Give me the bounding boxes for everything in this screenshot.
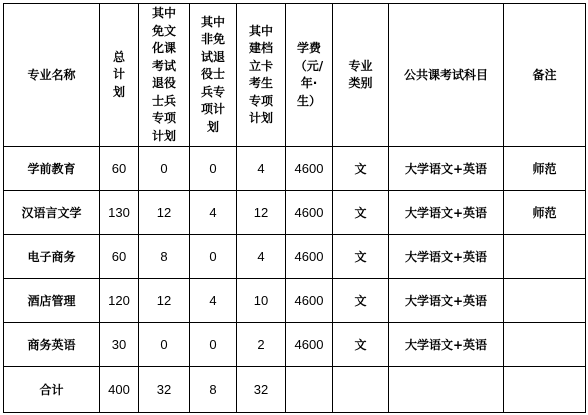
header-filing-card-plan: 其中 建档 立卡 考生 专项 计划 — [237, 4, 286, 147]
exam-subjects-cell — [389, 367, 504, 413]
filing-card-cell: 10 — [237, 279, 286, 323]
total-plan-cell: 130 — [100, 191, 139, 235]
tuition-fee-cell — [286, 367, 333, 413]
header-row — [4, 4, 586, 147]
header-tuition-fee: 学费 （元/ 年· 生） — [286, 4, 333, 147]
exam-subjects-cell: 大学语文+英语 — [389, 235, 504, 279]
total-plan-cell: 400 — [100, 367, 139, 413]
enrollment-plan-table — [3, 3, 586, 413]
non-exempt-cell: 0 — [190, 323, 237, 367]
tuition-fee-cell: 4600 — [286, 323, 333, 367]
total-plan-cell: 30 — [100, 323, 139, 367]
header-major-type: 专业 类别 — [333, 4, 389, 147]
notes-cell: 师范 — [504, 191, 586, 235]
tuition-fee-cell: 4600 — [286, 147, 333, 191]
major-name-cell: 电子商务 — [4, 235, 100, 279]
non-exempt-cell: 4 — [190, 279, 237, 323]
major-type-cell: 文 — [333, 235, 389, 279]
major-name-cell: 商务英语 — [4, 323, 100, 367]
notes-cell: 师范 — [504, 147, 586, 191]
exam-subjects-cell: 大学语文+英语 — [389, 279, 504, 323]
major-name-cell: 汉语言文学 — [4, 191, 100, 235]
non-exempt-cell: 8 — [190, 367, 237, 413]
tuition-fee-cell: 4600 — [286, 279, 333, 323]
total-plan-cell: 120 — [100, 279, 139, 323]
tuition-fee-cell: 4600 — [286, 235, 333, 279]
header-notes: 备注 — [504, 4, 586, 147]
exam-subjects-cell: 大学语文+英语 — [389, 323, 504, 367]
culture-exempt-cell: 32 — [139, 367, 190, 413]
header-major-name: 专业名称 — [4, 4, 100, 147]
exam-subjects-cell: 大学语文+英语 — [389, 147, 504, 191]
filing-card-cell: 32 — [237, 367, 286, 413]
filing-card-cell: 2 — [237, 323, 286, 367]
culture-exempt-cell: 8 — [139, 235, 190, 279]
table-row — [4, 323, 586, 367]
major-type-cell: 文 — [333, 323, 389, 367]
total-plan-cell: 60 — [100, 235, 139, 279]
header-total-plan: 总 计 划 — [100, 4, 139, 147]
table-row — [4, 191, 586, 235]
non-exempt-cell: 0 — [190, 147, 237, 191]
total-plan-cell: 60 — [100, 147, 139, 191]
major-name-cell: 学前教育 — [4, 147, 100, 191]
header-culture-exempt-veteran-plan: 其中 免文 化课 考试 退役 士兵 专项 计划 — [139, 4, 190, 147]
table-row — [4, 235, 586, 279]
culture-exempt-cell: 12 — [139, 191, 190, 235]
notes-cell — [504, 367, 586, 413]
major-name-cell: 酒店管理 — [4, 279, 100, 323]
header-non-exempt-veteran-plan: 其中 非免 试退 役士 兵专 项计 划 — [190, 4, 237, 147]
header-exam-subjects: 公共课考试科目 — [389, 4, 504, 147]
major-type-cell — [333, 367, 389, 413]
non-exempt-cell: 0 — [190, 235, 237, 279]
notes-cell — [504, 323, 586, 367]
notes-cell — [504, 279, 586, 323]
major-type-cell: 文 — [333, 147, 389, 191]
major-type-cell: 文 — [333, 279, 389, 323]
culture-exempt-cell: 12 — [139, 279, 190, 323]
filing-card-cell: 4 — [237, 147, 286, 191]
culture-exempt-cell: 0 — [139, 147, 190, 191]
culture-exempt-cell: 0 — [139, 323, 190, 367]
major-type-cell: 文 — [333, 191, 389, 235]
notes-cell — [504, 235, 586, 279]
filing-card-cell: 4 — [237, 235, 286, 279]
total-row — [4, 367, 586, 413]
tuition-fee-cell: 4600 — [286, 191, 333, 235]
table-row — [4, 279, 586, 323]
exam-subjects-cell: 大学语文+英语 — [389, 191, 504, 235]
table-row — [4, 147, 586, 191]
filing-card-cell: 12 — [237, 191, 286, 235]
non-exempt-cell: 4 — [190, 191, 237, 235]
total-label-cell: 合计 — [4, 367, 100, 413]
